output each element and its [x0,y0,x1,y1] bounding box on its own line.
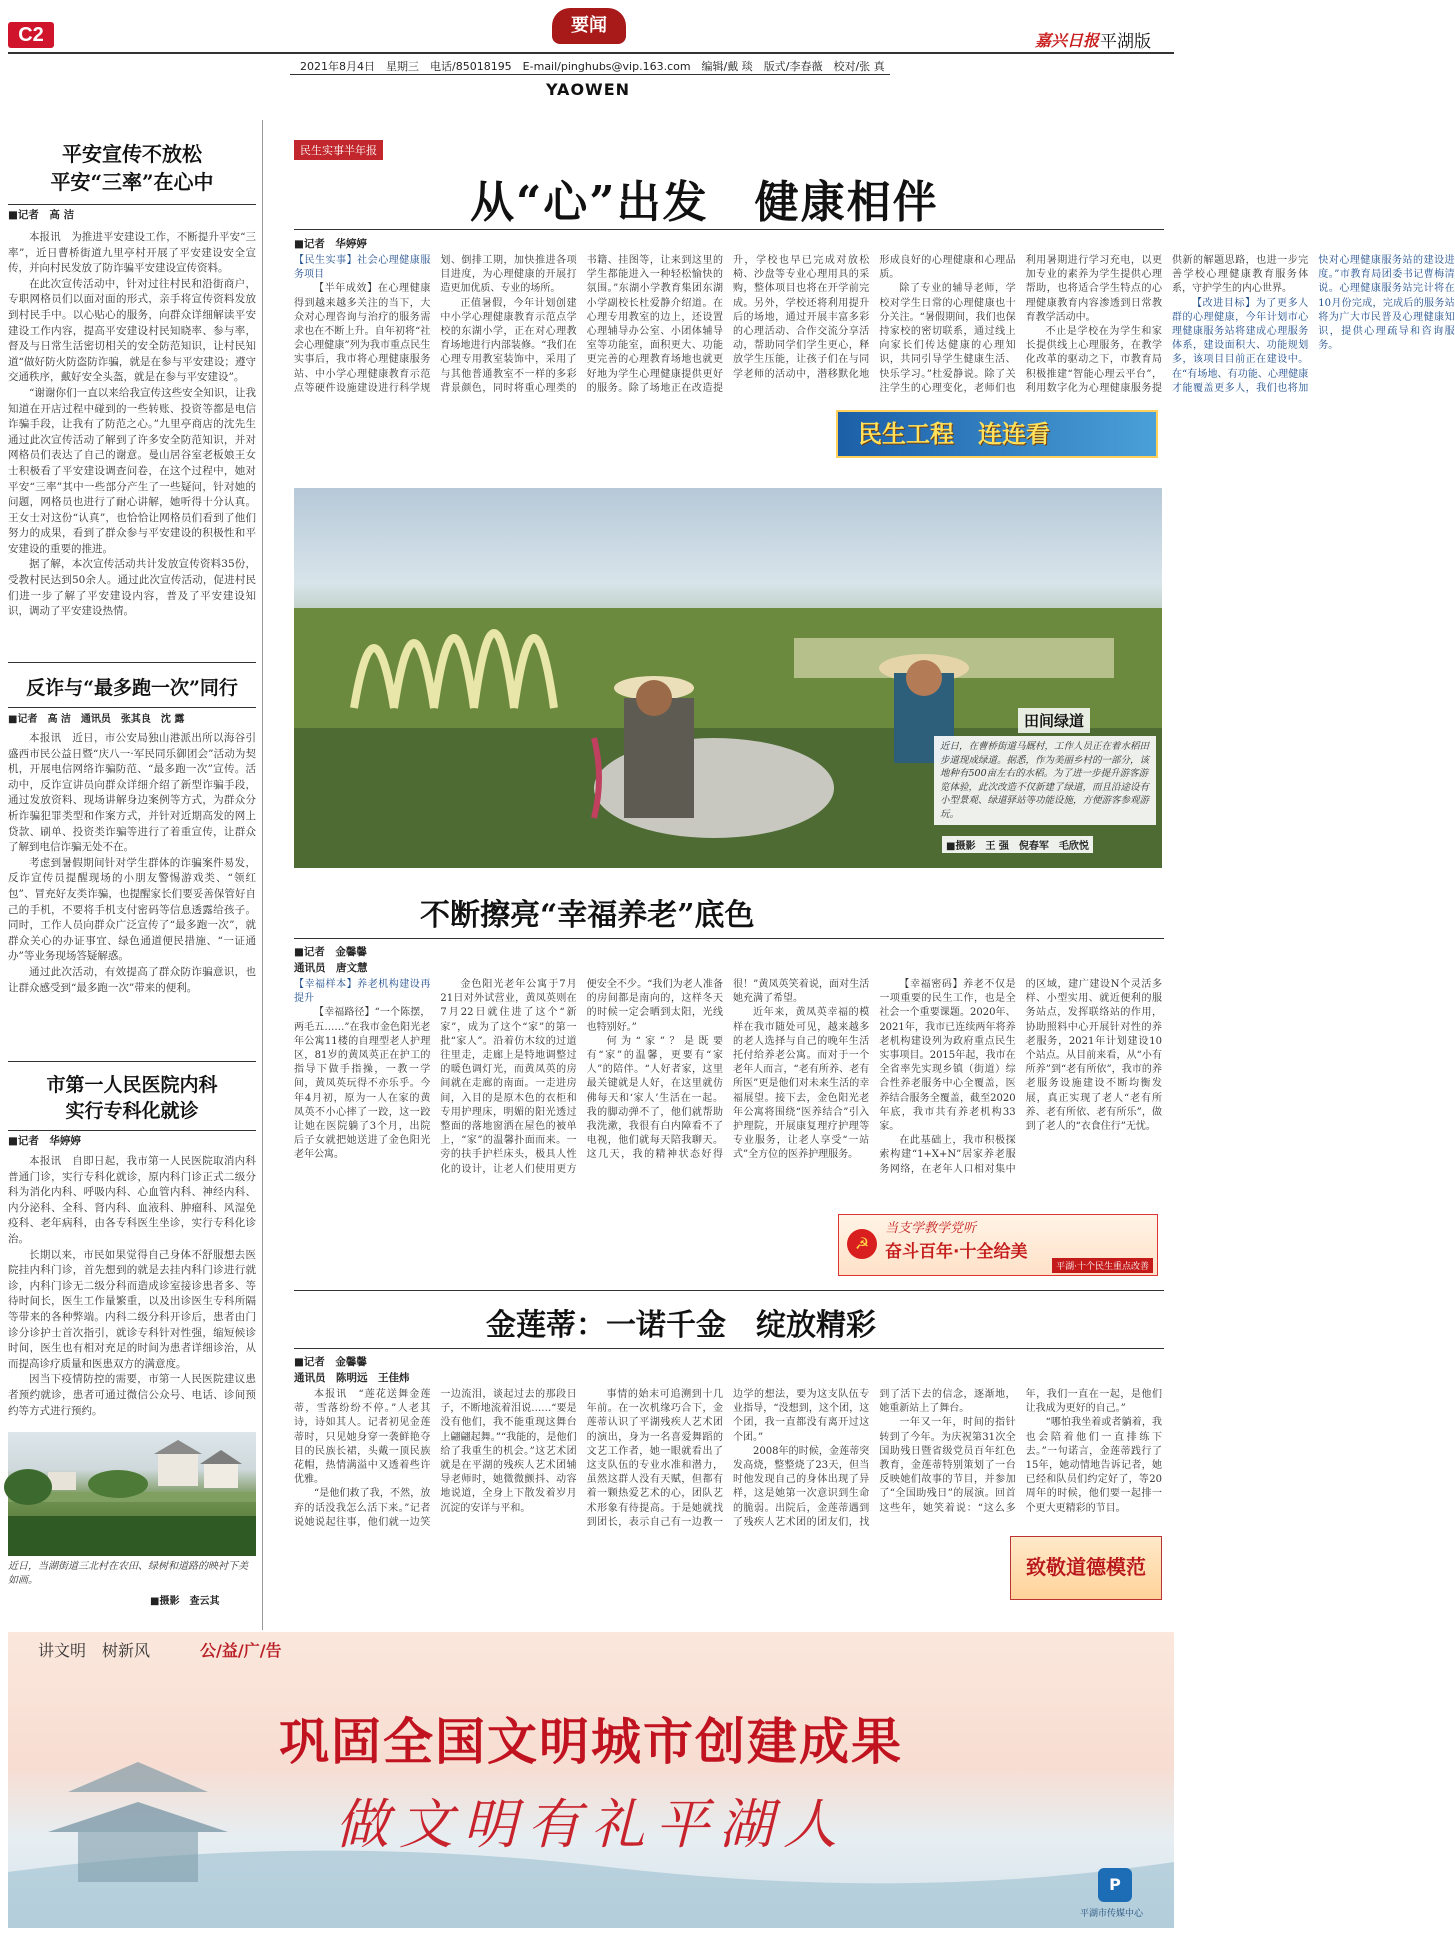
date-line: 2021年8月4日 星期三 电话/85018195 E-mail/pinghubs@vip.163.com 编辑/戴 琰 版式/李春薇 校对/张 真 [300,60,885,73]
article2-byline: ■记者 高 洁 通讯员 张其良 沈 露 [8,714,185,725]
left-column [8,140,256,1630]
party-emblem-icon: ☭ [847,1229,877,1259]
page-number-badge: C2 [8,22,54,48]
byline-rule [8,707,256,708]
main-intro: 【民生实事】社会心理健康服务项目 [294,255,431,281]
village-photo [8,1432,256,1556]
paragraph: 金色阳光老年公寓于7月21日对外试营业，黄凤英则在7月22日就住进了这个“新家”，成为了这个“家”的第一批“家人”。沿着仿木纹的过道往里走，走廊上是特地调整过的暖色调灯光，而黄凤英的房间就在走廊的南面。一走进房间，入目的是原木色的衣柜和专用护理床，明媚的阳光透过整面的落地窗洒在屋色的被单上，“家”的温馨扑面而来。一旁的扶手护栏床头，极具人性化的设计，让老人们使用更方便安全不少。“我们为老人准备的房间都是南向的，这样冬天的时候一定会晒到太阳，光线也特别好。” [440,979,723,1175]
paragraph: 事情的始末可追溯到十几年前。在一次机缘巧合下，金莲蒂认识了平湖残疾人艺术团的演出，身为一名喜爱舞蹈的文艺工作者，她一眼就看出了这支队伍的专业水准和潜力，虽然这群人没有天赋，但都有着一颗热爱艺术的心，团队艺术形象有待提高。于是她就找到团长，表示自己有一边教一边学的想法，要为这支队伍专业指导，“没想到，这个团，这个团，我一直都没有离开过这个团。” [586,1389,870,1528]
main-title: 从“心”出发 健康相伴 [470,177,939,228]
lotus-top-rule [294,1290,1164,1291]
paragraph: 一年又一年，时间的指针转到了今年。为庆祝第31次全国助残日暨省级党员百年红色教育，金莲蒂特别策划了一台反映她们故事的节目，并参加了“全国助残日”的展演。回首这些年，她笑着说：“这么多年，我们一直在一起，是他们让我成为更好的自己。” [879,1389,1162,1514]
paragraph: 本报讯 为推进平安建设工作，不断提升平安“三率”，近日曹桥街道九里亭村开展了平安建设安全宣传，并向村民发放了防诈骗平安建设宣传资料。 [8,231,256,275]
psa-title: 巩固全国文明城市创建成果 [279,1712,903,1771]
paragraph: 何为“家”？是既要有“家”的温馨，更要有“家人”的陪伴。“人好者家，这里最关键就是人好，在这里就仿佛每天和‘家人’生活在一起。我的脚动弹不了，他们就帮助我洗漱，我很有白内障看不了电视，他们就每天陪我聊天。这几天，我的精神状态好得很！”黄凤英笑着说，面对生活她充满了希望。 [586,979,870,1161]
paragraph: 2008年的时候，金莲蒂突发高烧，整整烧了23天，但当时他发现自己的身体出现了异样，这是她第一次意识到生命的脆弱。出院后，金莲蒂遇到了残疾人艺术团的团友们，找到了活下去的信念，逐渐地，她重新站上了舞台。 [732,1389,1016,1528]
paragraph: 正值暑假，今年计划创建中小学心理健康教育示范点学校的东湖小学，正在对心理教育场地进行内部装修。“我们在心理专用教室装饰中，采用了与其他普通教室不一样的多彩背景颜色，同时将重心理类的书籍、挂图等，让来到这里的学生都能进入一种轻松愉快的氛围。”东湖小学教育集团东湖小学副校长杜爱静介绍道。在心理专用教室的边上，还设置心理辅导办公室、小团体辅导室等功能室，面积更大、功能更完善的心理教育场地也就更好地为学生心理健康提供更好的服务。除了场地正在改造提升，学校也早已完成对放松椅、沙盘等专业心理用具的采购，整体项目也将在开学前完成。另外，学校还将利用提升后的场地，通过开展丰富多彩的心理活动、合作交流分享活动，帮助同学们学生更心，释放学生压能，让孩子们在与同学老师的活动中，潜移默化地形成良好的心理健康和心理品质。 [440,255,1016,394]
paragraph: “是他们救了我，不然，放弃的话没我怎么活下来。”记者说她说起往事，他们就一边笑一边流泪，谈起过去的那段日子，不断地流着泪说……“要是没有他们，我不能重现这舞台上翩翩起舞。”“我能的，是他们给了我重生的机会。”这艺术团就是在平湖的残疾人艺术团辅导老师时，她微微颤抖、动容地说道，全身上下散发着岁月沉淀的安详与平和。 [294,1389,577,1528]
paragraph: 除了专业的辅导老师，学校对学生日常的心理健康也十分关注。“暑假期间，我们也保持家校的密切联系，通过线上向家长们传达健康的心理知识，共同引导学生健康生活、快乐学习。”杜爱静说。除了关注学生的心理变化，老师们也利用暑期进行学习充电，以更加专业的素养为学生提供心理帮助，也将适合学生特点的心理健康教育内容渗透到日常教育教学活动中。 [879,255,1162,394]
article1-byline: ■记者 高 洁 [8,209,75,221]
village-scene-illustration [8,1432,256,1556]
byline-rule [8,204,256,205]
centennial-banner-top: 当支学教学党听 [885,1221,977,1236]
elder-body [294,978,1162,1216]
elder-intro: 【幸福样本】养老机构建设再提升 [294,979,431,1005]
psa-label: 公/益/广/告 [200,1641,282,1660]
paragraph: 本报讯 “莲花送舞金莲蒂，雪落纷纷不停。”人老其诗，诗如其人。记者初见金莲蒂时，只见她身穿一袭鲜艳夺目的民族长裙，头戴一顶民族花帽，热情满溢中又透着些许优雅。 [294,1389,431,1486]
main-title-rule [294,229,1164,230]
paragraph: 本报讯 近日，市公安局独山港派出所以海谷引盛西市民公益日暨“庆八一·军民同乐御团会”活动为契机，开展电信网络诈骗防范、“最多跑一次”宣传。活动中，反诈宣讲员向群众详细介绍了新型诈骗手段，通过发放资料、现场讲解身边案例等方式，为群众分析诈骗犯罪类型和作案方式，并针对近期高发的网上贷款、刷单、投资类诈骗等进行了着重宣传，让群众了解到电信诈骗无处不在。 [8,732,256,854]
centennial-banner-sub: 平湖·十个民生重点改善 [1052,1258,1153,1273]
paragraph: 据了解，本次宣传活动共计发放宣传资料35份，受教村民达到50余人。通过此次宣传活动，促进村民们进一步了解了平安建设内容，普及了平安建设知识，调动了平安建设热情。 [8,558,256,618]
elder-byline-reporter: ■记者 金馨馨 [294,946,367,958]
section-seal: 要闻 [552,8,626,44]
paragraph: 【幸福密码】养老不仅是一项重要的民生工作，也是全社会一个重要课题。2020年、2021年，我市已连续两年将养老机构建设列为政府重点民生实事项目。2015年起，我市在全省率先实现乡镇（街道）综合性养老服务中心全覆盖，医养结合服务全覆盖，截至2020年底，我市共有养老机构33家。 [879,979,1016,1133]
psa-slogan-small: 讲文明 树新风 [38,1641,151,1660]
paper-logo: 嘉兴日报 [1035,31,1100,50]
article3-body [8,1154,256,1422]
article3-title: 市第一人民医院内科 [46,1074,218,1096]
psa-ad [8,1632,1174,1928]
paragraph: 考虑到暑假期间针对学生群体的诈骗案件易发，反诈宣传员提醒现场的小朋友警惕游戏类、“领红包”、冒充好友类诈骗，也提醒家长们要妥善保管好自己的手机，不要将手机支付密码等信息透露给孩子。同时，工作人员向群众广泛宣传了“最多跑一次”，就群众关心的办证事宜、绿色通道便民措施、“一证通办”等业务现场答疑解惑。 [8,856,256,963]
greenway-photo-caption: 近日，在曹桥街道马厩村，工作人员正在着水稻田步道现成绿道。据悉，作为美丽乡村的一部分，该地种有500亩左右的水稻。为了进一步提升游客游览体验，此次改造不仅新建了绿道，而且沿途设有小型景观、绿道驿站等功能设施，方便游客参观游玩。 [934,736,1156,825]
paragraph: 因当下疫情防控的需要，市第一人民医院建议患者预约就诊，患者可通过微信公众号、电话、诊间预约等方式进行预约。 [8,1373,256,1417]
divider [8,1061,256,1062]
paragraph: “哪怕我坐着或者躺着，我也会陪着他们一直排练下去。”一句诺言，金莲蒂践行了15年，她动情地告诉记者，她已经和队员们约定好了，等20周年的时候，他们要一起排一个更大更精彩的节目。 [1025,1417,1162,1514]
paragraph: 【半年成效】在心理健康得到越来越多关注的当下，大众对心理咨询与治疗的服务需求也在不断上升。自年初将“社会心理健康”列为我市重点民生实事后，我市将心理健康服务站、中小学心理健康教育示范点等硬件设施建设进行科学规划、倒排工期，加快推进各项目进度，为心理健康的开展打造更加优质、专业的场所。 [294,255,577,394]
centennial-banner-main: 奋斗百年·十全给美 [885,1242,1028,1262]
village-photo-credit: ■摄影 查云其 [150,1596,220,1607]
article3-byline: ■记者 华婷婷 [8,1135,81,1147]
paragraph: “谢谢你们一直以来给我宣传这些安全知识，让我知道在开店过程中碰到的一些转账、投资等都是电信诈骗手段，让我有了防范之心。”九里亭商店的沈先生通过此次宣传活动了解到了许多安全防范知识，并对网格员们表达了自己的谢意。曼山居谷室老板娘王女士积极看了平安建设调查问卷，在这个过程中，她对平安“三率”其中一些部分产生了一些疑问，针对她的问题，网格员也进行了耐心讲解，她听得十分认真。王女士对这份“认真”，也恰恰让网格员们看到了他们努力的成果，看到了群众参与平安建设的积极性和平安建设的重要的推进。 [8,386,256,555]
psa-pavilion-illustration [8,1632,1174,1928]
greenway-photo-label: 田间绿道 [1018,708,1090,733]
column-separator [262,120,263,1630]
lotus-title: 金莲蒂：一诺千金 绽放精彩 [486,1308,876,1343]
paragraph: 【幸福路径】“一个陈摆，两毛五……”在我市金色阳光老年公寓11楼的自理型老人护理区，81岁的黄凤英正在护工的指导下做手指操，一教一学间，黄凤英玩得不亦乐乎。今年4月初，原为一人在家的黄凤英不小心摔了一跤，这一跤让她在医院躺了3个月，出院后子女就把她送进了金色阳光老年公寓。 [294,1007,431,1161]
main-byline: ■记者 华婷婷 [294,238,367,250]
paragraph: 本报讯 自即日起，我市第一人民医院取消内科普通门诊，实行专科化就诊，原内科门诊正式二级分科为消化内科、呼吸内科、心血管内科、神经内科、内分泌科、全科、肾内科、血液科、肿瘤科、风湿免疫科、老年病科，由各专科医生坐诊，实行专科化诊治。 [8,1155,256,1245]
article1-subtitle: 平安“三率”在心中 [50,170,214,194]
article1-body [8,230,256,654]
media-center-logo-text: 平湖市传媒中心 [1080,1909,1144,1919]
elder-title-rule [294,938,1164,939]
psa-calligraphy: 做文明有礼平湖人 [335,1793,847,1856]
greenway-photo-credit: ■摄影 王 强 倪春军 毛欣悦 [942,836,1093,853]
livelihood-banner-text: 民生工程 连连看 [858,420,1050,448]
masthead-rule [8,52,1174,54]
paragraph: 通过此次活动，有效提高了群众防诈骗意识，也让群众感受到“最多跑一次”带来的便利。 [8,965,256,994]
lotus-title-rule [294,1348,1164,1349]
centennial-banner [838,1214,1158,1276]
lotus-byline-correspondent: 通讯员 陈明远 王佳炜 [294,1372,410,1384]
paragraph: 不止是学校在为学生和家长提供线上心理服务，在教学化改革的驱动之下，市教育局积极推建“智能心理云平台”，利用数字化为心理健康服务提供新的解题思路，也进一步完善学校心理健康教育服务体系，守护学生的内心世界。 [1025,255,1309,394]
elder-title: 不断擦亮“幸福养老”底色 [420,898,755,933]
livelihood-banner [836,410,1158,458]
byline-rule [8,1130,256,1131]
moral-model-banner [1010,1536,1162,1600]
date-rule [290,74,890,75]
main-body [294,254,1455,400]
elder-byline-correspondent: 通讯员 唐文慧 [294,962,368,974]
divider [8,662,256,663]
paragraph: 长期以来，市民如果觉得自己身体不舒服想去医院挂内科门诊，首先想到的就是去挂内科门诊进行就诊，内科门诊无二级分科而造成诊室接诊患者多、等待时间长，医生工作量繁重，以及出诊医生专科所隔等带来的各种弊端。内科二级分科开诊后，患者由门诊分诊护士首次指引，就诊专科针对性强，缩短候诊时间，医生也有相对充足的时间为患者详细诊治，从而提高诊疗质量和医患双方的满意度。 [8,1248,256,1370]
paragraph: 在此次宣传活动中，针对过往村民和沿街商户，专职网格员们以面对面的形式，亲手将宣传资料发放到村民手中。以心贴心的服务，向群众详细解读平安建设工作内容，提高平安建设村民知晓率、参与率，督及与日常生活密切相关的安全防范知识，让村民知道“做好防火防盗防诈骗，就是在参与平安建设；遵守交通秩序，戴好安全头盔，就是在参与平安建设”。 [8,277,256,384]
paragraph: 在此基础上，我市积极探索构建“1+X+N”居家养老服务网络，在老年人口相对集中的区域，建广建设N个灵活多样、小型实用、就近便利的服务站点，发挥联络站的作用，协助照料中心开展针对性的养老服务，2021年计划建设10个站点。从目前来看，从“小有所养”到“老有所依”，我市的养老服务设施建设不断均衡发展，真正实现了老人“老有所养、老有所依、老有所乐”，做到了老人的“衣食住行”无忧。 [879,979,1162,1175]
edition-label: 平湖版 [1100,32,1151,52]
article1-title: 平安宣传不放松 [62,142,202,166]
paragraph: 近年来，黄凤英幸福的模样在我市随处可见，越来越多的老人选择与自己的晚年生活托付给养老公寓。而对于一个老年人而言，“老有所养、老有所医”更是他们对未来生活的幸福展望。接下去，金色阳光老年公寓将围绕“医养结合”引入护理院，开展康复理疗护理等专业服务，让老人享受“一站式”全方位的医养护理服务。 [732,1007,870,1161]
media-center-logo-icon: P [1098,1868,1132,1902]
greenway-photo [294,488,1162,868]
article2-body [8,731,256,1049]
section-en: YAOWEN [546,80,631,99]
village-photo-caption: 近日，当湖街道三北村在农田、绿树和道路的映衬下美如画。 [8,1561,248,1586]
moral-model-banner-text: 致敬道德模范 [1026,1555,1146,1579]
article2-title: 反诈与“最多跑一次”同行 [26,677,238,699]
main-intro2: 【改进目标】为了更多人群的心理健康，今年计划市心理健康服务站将建成心理服务体系，建设面积大、功能规划多，该项目目前正在建设中。在“有场地、有功能、心理健康才能覆盖更多人，我们也将加快对心理健康服务站的建设进度。”市教育局团委书记曹梅清说。心理健康服务站完计将在10月份完成，完成后的服务站将为广大市民普及心理健康知识，提供心理疏导和咨询服务。 [1171,255,1455,394]
lotus-byline-reporter: ■记者 金馨馨 [294,1356,367,1368]
main-tag: 民生实事半年报 [294,140,383,160]
article3-subtitle: 实行专科化就诊 [65,1100,199,1122]
